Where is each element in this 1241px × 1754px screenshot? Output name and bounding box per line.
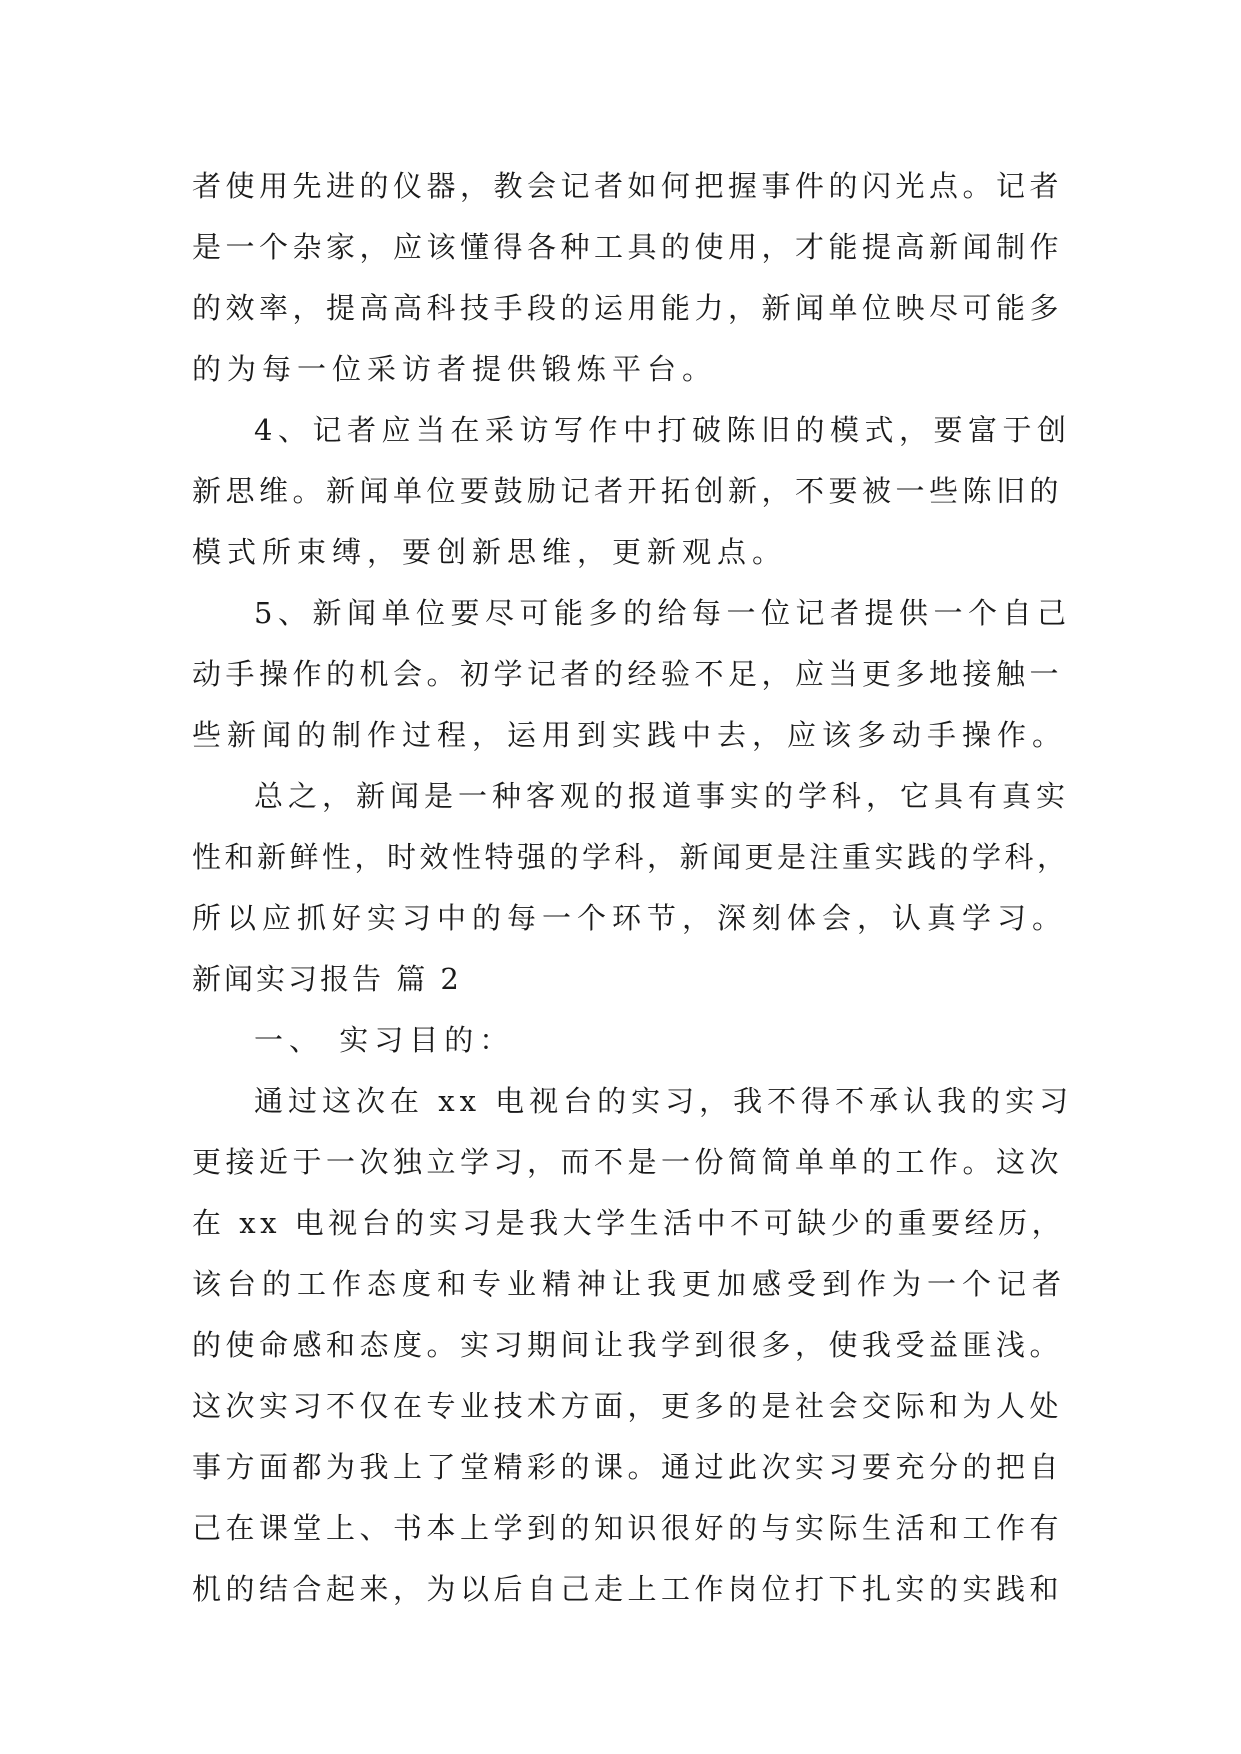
paragraph-line: 新思维。新闻单位要鼓励记者开拓创新，不要被一些陈旧的 — [192, 474, 1064, 508]
paragraph-line: 些新闻的制作过程，运用到实践中去，应该多动手操作。 — [192, 718, 1068, 752]
paragraph-line: 的效率，提高高科技手段的运用能力，新闻单位映尽可能多 — [192, 291, 1064, 325]
document-body — [192, 156, 1072, 1620]
section-heading: 新闻实习报告 篇 2 — [192, 962, 462, 996]
paragraph-line: 这次实习不仅在专业技术方面，更多的是社会交际和为人处 — [192, 1389, 1064, 1423]
paragraph-line: 性和新鲜性，时效性特强的学科，新闻更是注重实践的学科， — [192, 840, 1070, 874]
paragraph-line: 总之，新闻是一种客观的报道事实的学科，它具有真实 — [254, 779, 1071, 813]
paragraph-line: 事方面都为我上了堂精彩的课。通过此次实习要充分的把自 — [192, 1450, 1064, 1484]
paragraph-line: 在 xx 电视台的实习是我大学生活中不可缺少的重要经历， — [192, 1206, 1066, 1240]
paragraph-line: 所以应抓好实习中的每一个环节，深刻体会，认真学习。 — [192, 901, 1068, 935]
paragraph-line: 己在课堂上、书本上学到的知识很好的与实际生活和工作有 — [192, 1511, 1064, 1545]
paragraph-line: 一、 实习目的： — [254, 1023, 515, 1057]
paragraph-line: 4、记者应当在采访写作中打破陈旧的模式，要富于创 — [254, 413, 1072, 447]
paragraph-line: 更接近于一次独立学习，而不是一份简简单单的工作。这次 — [192, 1145, 1064, 1179]
paragraph-line: 机的结合起来，为以后自己走上工作岗位打下扎实的实践和 — [192, 1572, 1064, 1606]
paragraph-line: 是一个杂家，应该懂得各种工具的使用，才能提高新闻制作 — [192, 230, 1064, 264]
paragraph-line: 的为每一位采访者提供锻炼平台。 — [192, 352, 718, 386]
paragraph-line: 5、新闻单位要尽可能多的给每一位记者提供一个自己 — [254, 596, 1072, 630]
paragraph-line: 该台的工作态度和专业精神让我更加感受到作为一个记者 — [192, 1267, 1068, 1301]
paragraph-line: 的使命感和态度。实习期间让我学到很多，使我受益匪浅。 — [192, 1328, 1064, 1362]
paragraph-line: 动手操作的机会。初学记者的经验不足，应当更多地接触一 — [192, 657, 1064, 691]
paragraph-line: 通过这次在 xx 电视台的实习，我不得不承认我的实习 — [254, 1084, 1074, 1118]
paragraph-line: 模式所束缚，要创新思维，更新观点。 — [192, 535, 788, 569]
paragraph-line: 者使用先进的仪器，教会记者如何把握事件的闪光点。记者 — [192, 169, 1064, 203]
